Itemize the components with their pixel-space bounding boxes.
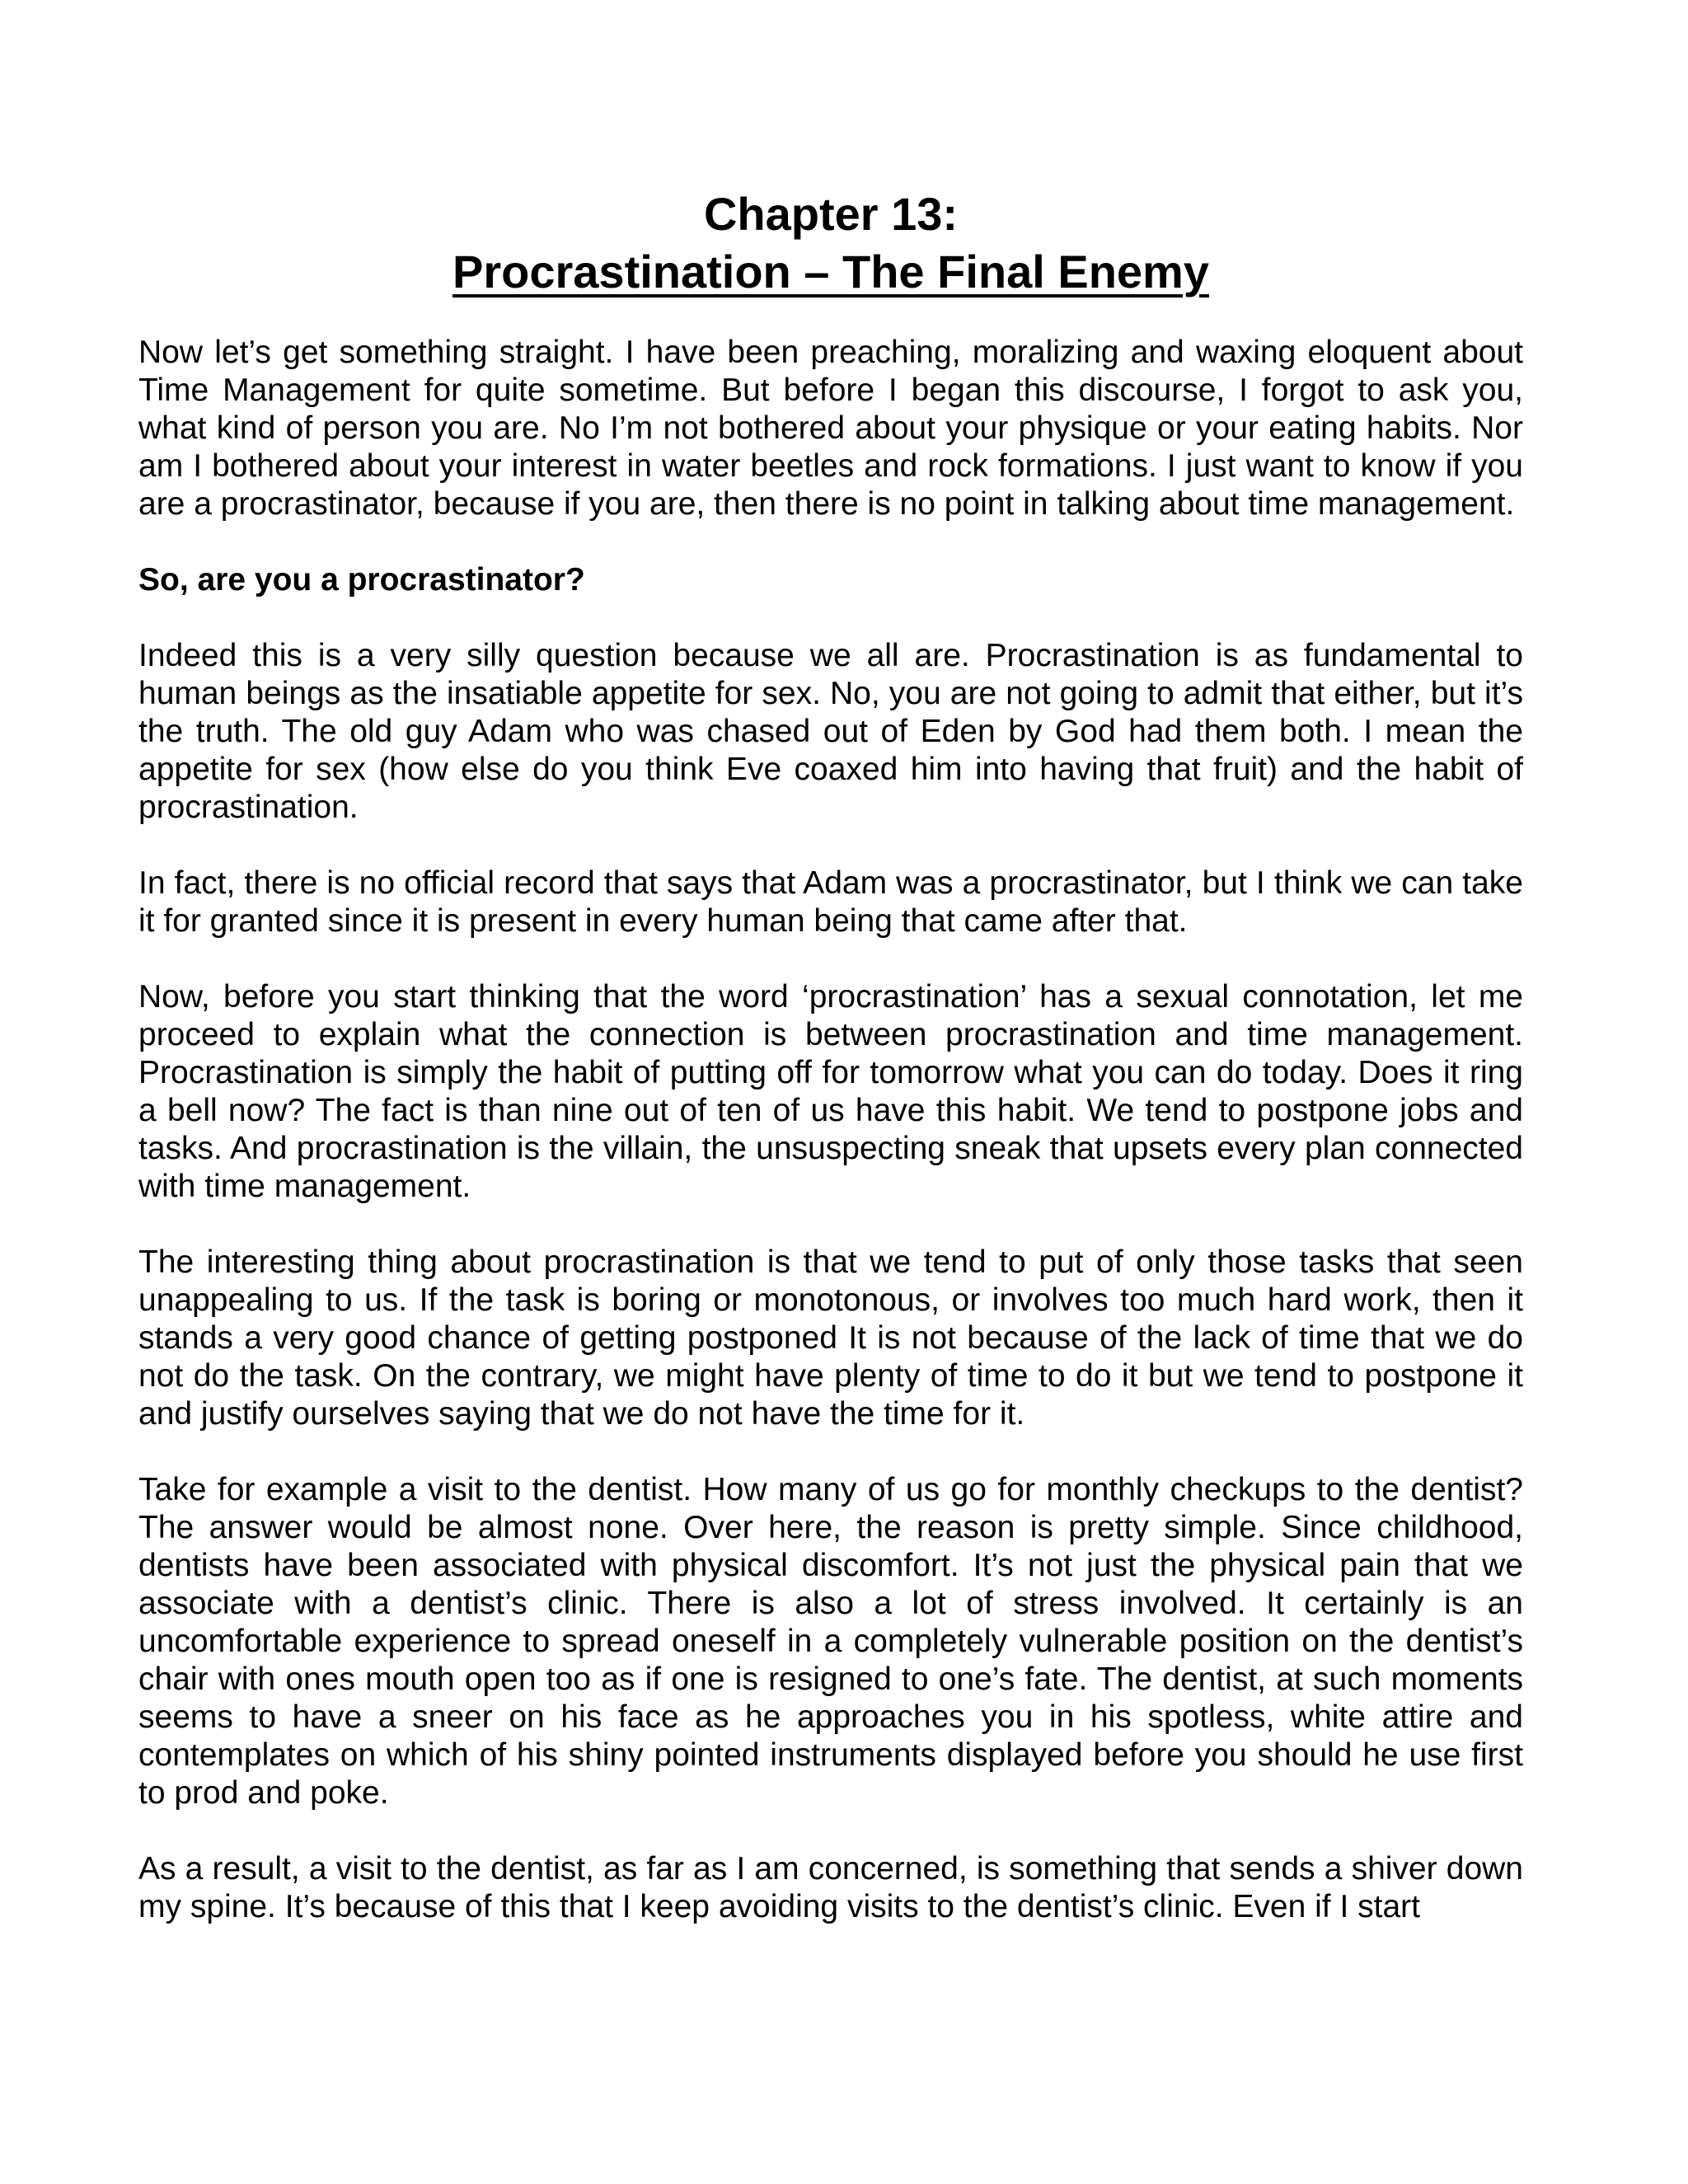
paragraph-definition: Now, before you start thinking that the word ‘procrastination’ has a sexual connotation, let me proceed to explain what the connection is between procrastination and time management. Procrastination is simply the habit of putting off for tomorrow what you can do today. Does it ring a bell now? The fact is than nine out of ten of us have this habit. We tend to postpone jobs and tasks. And procrastination is the villain, the unsuspecting sneak that upsets every plan connected with time management. — [138, 979, 1523, 1204]
chapter-title: Procrastination – The Final Enemy — [452, 246, 1209, 298]
question-heading: So, are you a procrastinator? — [138, 562, 585, 598]
chapter-number: Chapter 13: — [703, 188, 959, 240]
paragraph-dentist-example: Take for example a visit to the dentist. How many of us go for monthly checkups to the dentist? The answer would be almost none. Over here, the reason is pretty simple. Since childhood, dentists have been associated with physical discomfort. It’s not just the physical pain that we associate with a dentist’s clinic. There is also a lot of stress involved. It certainly is an uncomfortable experience to spread oneself in a completely vulnerable position on the dentist’s chair with ones mouth open too as if one is resigned to one’s fate. The dentist, at such moments seems to have a sneer on his face as he approaches you in his spotless, white attire and contemplates on which of his shiny pointed instruments displayed before you should he use first to prod and poke. — [138, 1472, 1523, 1811]
paragraph-intro: Now let’s get something straight. I have been preaching, moralizing and waxing eloquent about Time Management for quite sometime. But before I began this discourse, I forgot to ask you, what kind of person you are. No I’m not bothered about your physique or your eating habits. Nor am I bothered about your interest in water beetles and rock formations. I just want to know if you are a procrastinator, because if you are, then there is no point in talking about time management. — [138, 335, 1523, 522]
chapter-heading — [138, 185, 1523, 301]
document-page — [138, 185, 1523, 1926]
paragraph-dentist-result: As a result, a visit to the dentist, as far as I am concerned, is something that sends a shiver down my spine. It’s because of this that I keep avoiding visits to the dentist’s clinic. Even if I start — [138, 1851, 1523, 1924]
paragraph-unappealing-tasks: The interesting thing about procrastination is that we tend to put of only those tasks that seen unappealing to us. If the task is boring or monotonous, or involves too much hard work, then it stands a very good chance of getting postponed It is not because of the lack of time that we do not do the task. On the contrary, we might have plenty of time to do it but we tend to postpone it and justify ourselves saying that we do not have the time for it. — [138, 1244, 1523, 1432]
paragraph-silly-question: Indeed this is a very silly question because we all are. Procrastination is as fundamental to human beings as the insatiable appetite for sex. No, you are not going to admit that either, but it’s the truth. The old guy Adam who was chased out of Eden by God had them both. I mean the appetite for sex (how else do you think Eve coaxed him into having that fruit) and the habit of procrastination. — [138, 638, 1523, 825]
paragraph-adam: In fact, there is no official record that says that Adam was a procrastinator, but I think we can take it for granted since it is present in every human being that came after that. — [138, 865, 1523, 939]
